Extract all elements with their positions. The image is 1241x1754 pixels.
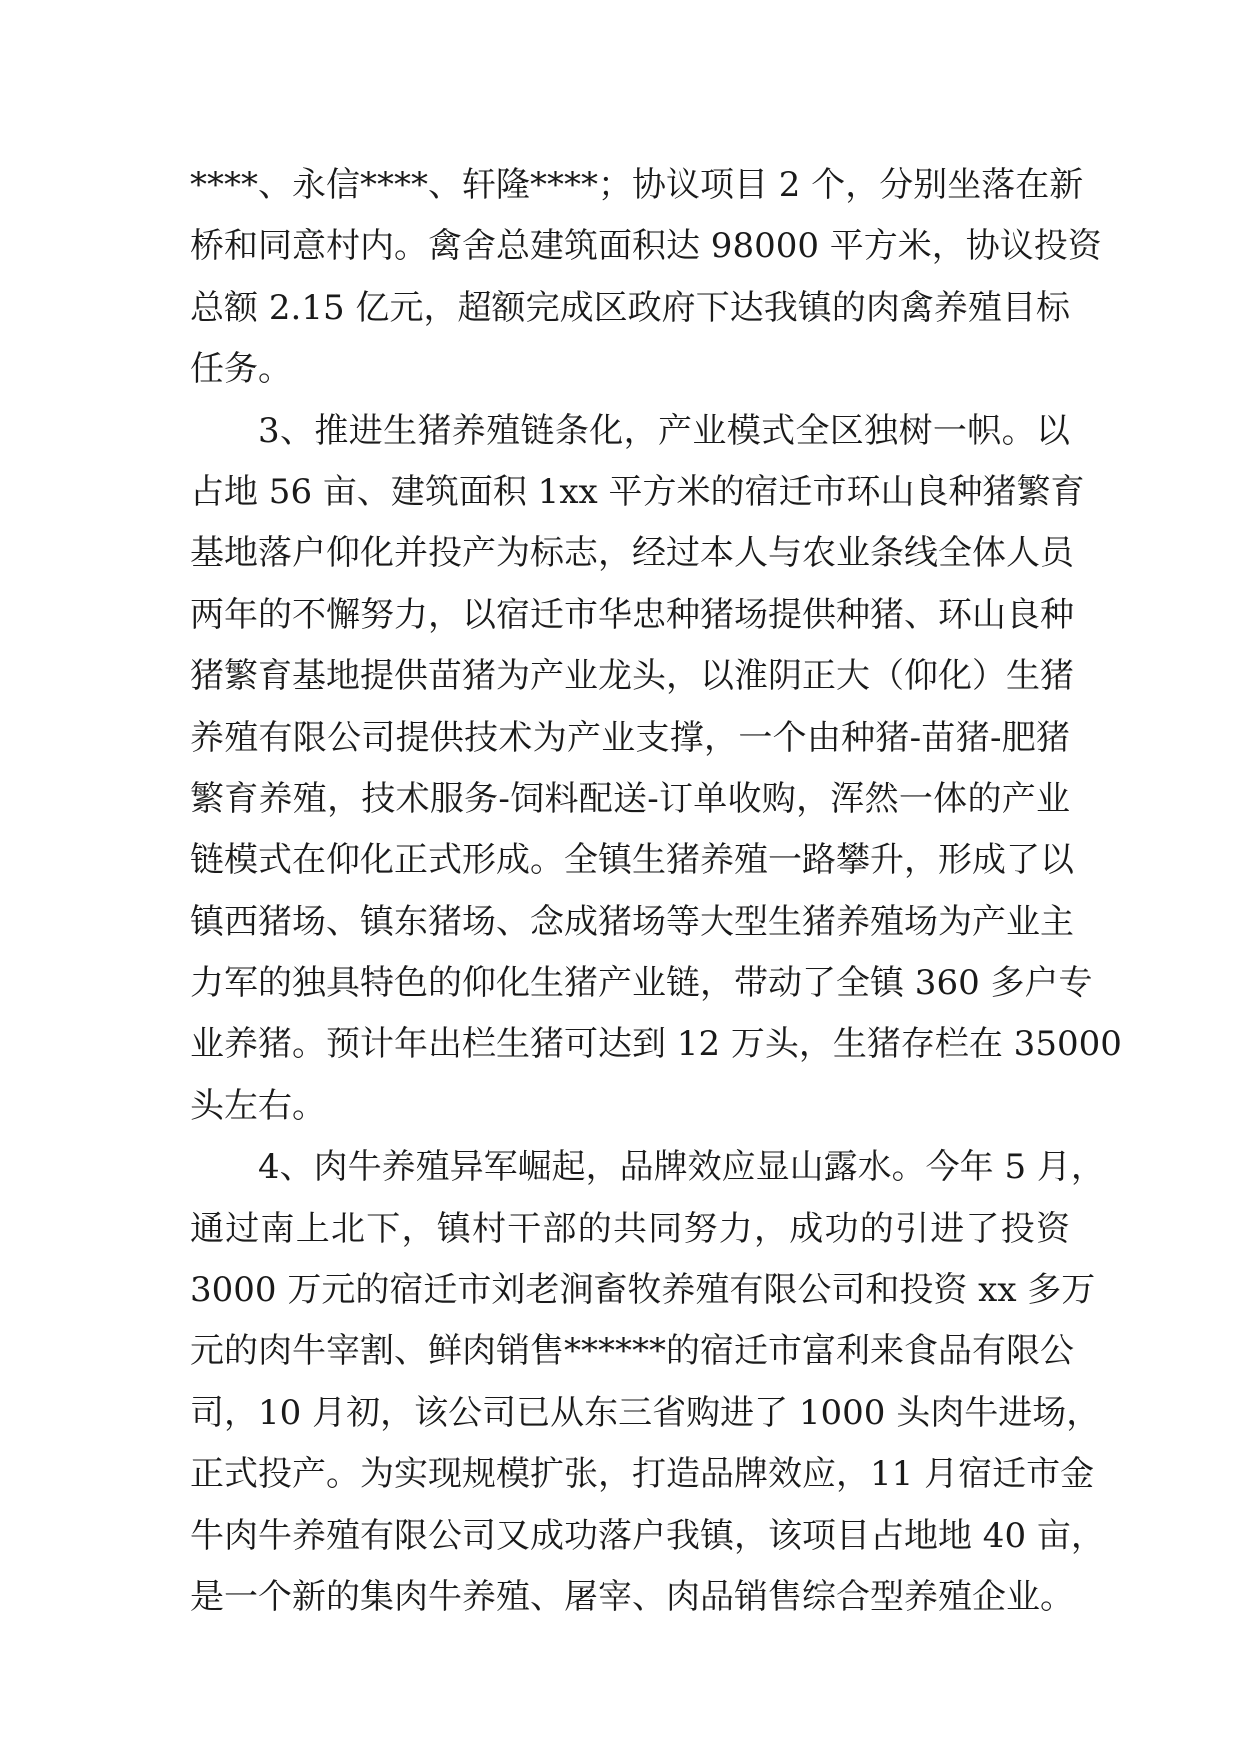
- text-line: 镇西猪场、镇东猪场、念成猪场等大型生猪养殖场为产业主: [190, 901, 1074, 942]
- text-line: 占地 56 亩、建筑面积 1xx 平方米的宿迁市环山良种猪繁育: [190, 471, 1085, 512]
- text-line: 头左右。: [190, 1085, 326, 1126]
- text-line: 基地落户仰化并投产为标志，经过本人与农业条线全体人员: [190, 533, 1074, 574]
- text-line: 任务。: [190, 349, 292, 390]
- text-line: 通过南上北下，镇村干部的共同努力，成功的引进了投资: [190, 1208, 1070, 1249]
- text-line: 司，10 月初，该公司已从东三省购进了 1000 头肉牛进场，: [190, 1392, 1101, 1433]
- text-line: 业养猪。预计年出栏生猪可达到 12 万头，生猪存栏在 35000: [190, 1024, 1122, 1065]
- paragraph-4: [190, 1137, 1105, 1628]
- text-line: 牛肉牛养殖有限公司又成功落户我镇，该项目占地地 40 亩，: [190, 1515, 1105, 1556]
- text-line: 猪繁育基地提供苗猪为产业龙头，以淮阴正大（仰化）生猪: [190, 656, 1074, 697]
- text-line: 桥和同意村内。禽舍总建筑面积达 98000 平方米，协议投资: [190, 226, 1102, 267]
- text-line: 元的肉牛宰割、鲜肉销售******的宿迁市富利来食品有限公: [190, 1331, 1074, 1372]
- text-line: 繁育养殖，技术服务-饲料配送-订单收购，浑然一体的产业: [190, 778, 1070, 819]
- text-line: 3、推进生猪养殖链条化，产业模式全区独树一帜。以: [258, 410, 1070, 451]
- text-line: 是一个新的集肉牛养殖、屠宰、肉品销售综合型养殖企业。: [190, 1576, 1074, 1617]
- text-line: 两年的不懈努力，以宿迁市华忠种猪场提供种猪、环山良种: [190, 594, 1074, 635]
- text-line: 总额 2.15 亿元，超额完成区政府下达我镇的肉禽养殖目标: [190, 287, 1070, 328]
- text-line: 正式投产。为实现规模扩张，打造品牌效应，11 月宿迁市金: [190, 1454, 1095, 1495]
- text-line: 3000 万元的宿迁市刘老涧畜牧养殖有限公司和投资 xx 多万: [190, 1270, 1096, 1311]
- text-line: 链模式在仰化正式形成。全镇生猪养殖一路攀升，形成了以: [190, 840, 1074, 881]
- text-line: ****、永信****、轩隆****；协议项目 2 个，分别坐落在新: [190, 165, 1084, 205]
- text-line: 力军的独具特色的仰化生猪产业链，带动了全镇 360 多户专: [190, 963, 1093, 1004]
- paragraph-3: [190, 401, 1122, 1138]
- text-line: 养殖有限公司提供技术为产业支撑，一个由种猪-苗猪-肥猪: [190, 717, 1070, 758]
- text-line: 4、肉牛养殖异军崛起，品牌效应显山露水。今年 5 月，: [258, 1147, 1105, 1188]
- paragraph-continued: [190, 155, 1102, 401]
- document-body: [190, 155, 1122, 1628]
